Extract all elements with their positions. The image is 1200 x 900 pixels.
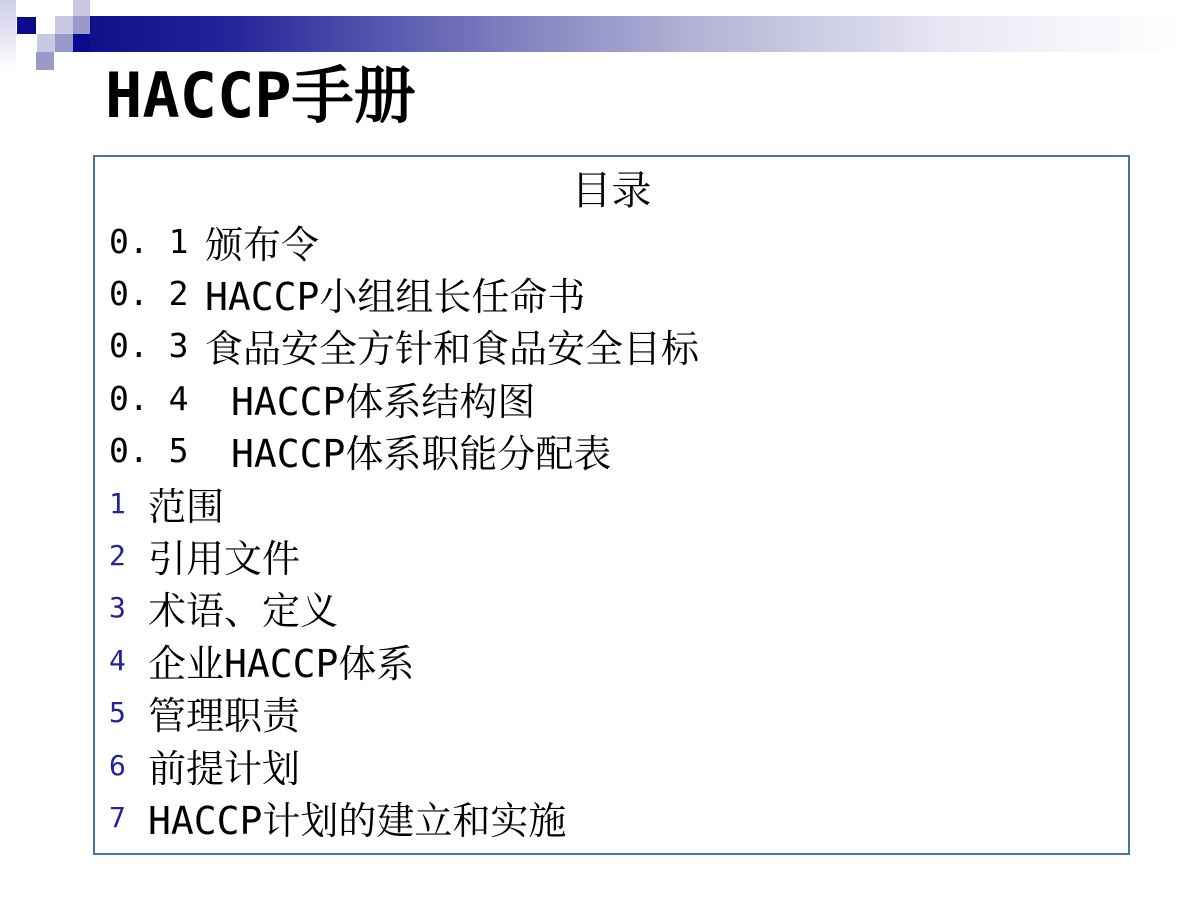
deco-square-navy bbox=[17, 17, 36, 34]
toc-item bbox=[95, 791, 1128, 843]
toc-item bbox=[95, 687, 1128, 739]
deco-square-navy bbox=[73, 34, 90, 52]
deco-square-lavender bbox=[37, 34, 55, 52]
toc-item-number: 0. 2 bbox=[109, 274, 189, 314]
toc-item-number: 3 bbox=[109, 591, 126, 625]
toc-item-number: 1 bbox=[109, 486, 126, 520]
toc-item-number: 0. 5 bbox=[109, 431, 189, 471]
deco-square-lavender bbox=[73, 0, 90, 16]
toc-item-label: HACCP计划的建立和实施 bbox=[148, 799, 567, 843]
toc-item bbox=[95, 634, 1128, 686]
toc-item-label: 前提计划 bbox=[148, 746, 301, 791]
toc-box bbox=[93, 155, 1130, 855]
toc-item bbox=[95, 320, 1128, 372]
deco-gradient-strip bbox=[0, 0, 16, 68]
toc-item bbox=[95, 529, 1128, 581]
toc-item bbox=[95, 267, 1128, 319]
deco-square-lavender bbox=[55, 16, 73, 34]
toc-item-label: 范围 bbox=[148, 484, 225, 529]
toc-item bbox=[95, 582, 1128, 634]
toc-item bbox=[95, 215, 1128, 267]
slide-title: HACCP手册 bbox=[105, 59, 416, 132]
deco-gradient-bar bbox=[90, 16, 1200, 52]
toc-item-number: 6 bbox=[109, 748, 126, 782]
toc-item-label: 引用文件 bbox=[148, 537, 301, 582]
toc-item bbox=[95, 372, 1128, 424]
toc-item-label: 食品安全方针和食品安全目标 bbox=[205, 327, 700, 372]
deco-square-purple bbox=[55, 34, 73, 52]
toc-item-number: 7 bbox=[109, 800, 126, 834]
toc-item-label: 管理职责 bbox=[148, 694, 301, 739]
toc-item-label: 颁布令 bbox=[205, 222, 320, 267]
toc-heading: 目录 bbox=[571, 168, 652, 214]
toc-item-number: 4 bbox=[109, 643, 126, 677]
toc-item-number: 5 bbox=[109, 696, 126, 730]
toc-item-label: 企业HACCP体系 bbox=[148, 641, 415, 686]
toc-item-number: 0. 1 bbox=[109, 221, 189, 261]
deco-square-purple bbox=[73, 16, 90, 34]
toc-item-label: 术语、定义 bbox=[148, 589, 339, 634]
toc-item-number: 0. 4 bbox=[109, 378, 189, 418]
toc-item-number: 2 bbox=[109, 539, 126, 573]
toc-item-label: HACCP体系结构图 bbox=[231, 379, 536, 424]
deco-square-purple bbox=[36, 52, 54, 70]
toc-item bbox=[95, 739, 1128, 791]
toc-item-label: HACCP小组组长任命书 bbox=[205, 275, 586, 320]
toc-item-label: HACCP体系职能分配表 bbox=[231, 432, 612, 477]
toc-item bbox=[95, 425, 1128, 477]
toc-item-number: 0. 3 bbox=[109, 326, 189, 366]
toc-item bbox=[95, 477, 1128, 529]
